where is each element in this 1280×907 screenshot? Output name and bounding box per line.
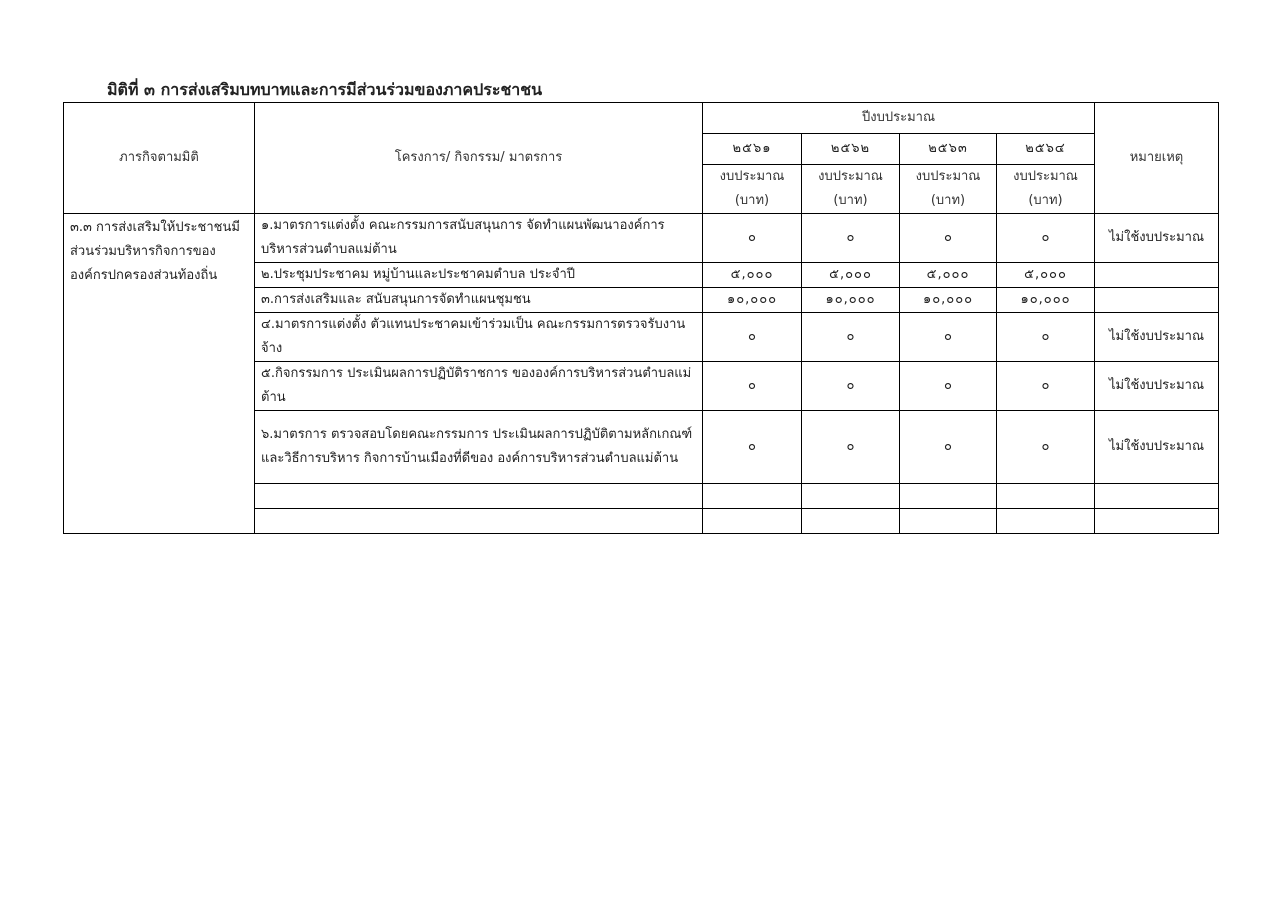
project-cell: ๓.การส่งเสริมและ สนับสนุนการจัดทำแผนชุมชน xyxy=(255,288,703,313)
empty-cell xyxy=(802,509,900,534)
remark-cell: ไม่ใช้งบประมาณ xyxy=(1095,411,1219,484)
project-cell: ๕.กิจกรรมการ ประเมินผลการปฏิบัติราชการ ขององค์การบริหารส่วนตำบลแม่ต้าน xyxy=(255,362,703,411)
value-cell: ๐ xyxy=(900,362,997,411)
value-cell: ๐ xyxy=(703,362,802,411)
value-cell: ๐ xyxy=(997,362,1095,411)
empty-cell xyxy=(997,484,1095,509)
value-cell: ๐ xyxy=(703,313,802,362)
header-remark: หมายเหตุ xyxy=(1095,103,1219,214)
value-cell: ๑๐,๐๐๐ xyxy=(900,288,997,313)
remark-cell: ไม่ใช้งบประมาณ xyxy=(1095,362,1219,411)
project-cell: ๔.มาตรการแต่งตั้ง ตัวแทนประชาคมเข้าร่วมเป็น คณะกรรมการตรวจรับงานจ้าง xyxy=(255,313,703,362)
year-2563: ๒๕๖๓ xyxy=(900,134,997,165)
page-title: มิติที่ ๓ การส่งเสริมบทบาทและการมีส่วนร่วมของภาคประชาชน xyxy=(107,80,543,99)
remark-cell: ไม่ใช้งบประมาณ xyxy=(1095,313,1219,362)
value-cell: ๐ xyxy=(802,411,900,484)
value-cell: ๐ xyxy=(997,313,1095,362)
empty-cell xyxy=(255,484,703,509)
unit-label: งบประมาณ xyxy=(818,169,883,184)
header-project: โครงการ/ กิจกรรม/ มาตรการ xyxy=(255,103,703,214)
unit-label: งบประมาณ xyxy=(719,169,785,184)
unit-currency: (บาท) xyxy=(930,193,966,208)
unit-currency: (บาท) xyxy=(1028,193,1063,208)
value-cell: ๐ xyxy=(900,411,997,484)
unit-cell xyxy=(997,165,1095,214)
empty-cell xyxy=(900,484,997,509)
value-cell: ๐ xyxy=(802,362,900,411)
value-cell: ๑๐,๐๐๐ xyxy=(802,288,900,313)
remark-cell xyxy=(1095,288,1219,313)
mission-cell: ๓.๓ การส่งเสริมให้ประชาชนมีส่วนร่วมบริหารกิจการขององค์กรปกครองส่วนท้องถิ่น xyxy=(64,214,255,534)
project-cell: ๒.ประชุมประชาคม หมู่บ้านและประชาคมตำบล ประจำปี xyxy=(255,263,703,288)
unit-currency: (บาท) xyxy=(734,193,770,208)
value-cell: ๐ xyxy=(703,214,802,263)
project-cell: ๑.มาตรการแต่งตั้ง คณะกรรมการสนับสนุนการ จัดทำแผนพัฒนาองค์การบริหารส่วนตำบลแม่ต้าน xyxy=(255,214,703,263)
budget-table xyxy=(63,102,1219,534)
remark-cell xyxy=(1095,263,1219,288)
value-cell: ๕,๐๐๐ xyxy=(802,263,900,288)
empty-cell xyxy=(997,509,1095,534)
empty-cell xyxy=(703,509,802,534)
empty-cell xyxy=(1095,509,1219,534)
year-2562: ๒๕๖๒ xyxy=(802,134,900,165)
value-cell: ๐ xyxy=(997,411,1095,484)
unit-label: งบประมาณ xyxy=(1013,169,1078,184)
unit-currency: (บาท) xyxy=(833,193,868,208)
value-cell: ๕,๐๐๐ xyxy=(997,263,1095,288)
table-row xyxy=(64,214,1219,263)
empty-cell xyxy=(255,509,703,534)
year-2564: ๒๕๖๔ xyxy=(997,134,1095,165)
value-cell: ๑๐,๐๐๐ xyxy=(997,288,1095,313)
value-cell: ๑๐,๐๐๐ xyxy=(703,288,802,313)
value-cell: ๐ xyxy=(900,313,997,362)
empty-cell xyxy=(900,509,997,534)
value-cell: ๐ xyxy=(802,214,900,263)
value-cell: ๕,๐๐๐ xyxy=(703,263,802,288)
empty-cell xyxy=(703,484,802,509)
value-cell: ๐ xyxy=(703,411,802,484)
unit-label: งบประมาณ xyxy=(915,169,981,184)
unit-cell xyxy=(802,165,900,214)
empty-cell xyxy=(802,484,900,509)
unit-cell xyxy=(900,165,997,214)
year-2561: ๒๕๖๑ xyxy=(703,134,802,165)
empty-cell xyxy=(1095,484,1219,509)
value-cell: ๕,๐๐๐ xyxy=(900,263,997,288)
value-cell: ๐ xyxy=(997,214,1095,263)
project-cell: ๖.มาตรการ ตรวจสอบโดยคณะกรรมการ ประเมินผลการปฏิบัติตามหลักเกณฑ์และวิธีการบริหาร กิจการบ้านเมืองที่ดีของ องค์การบริหารส่วนตำบลแม่ต้าน xyxy=(255,411,703,484)
value-cell: ๐ xyxy=(802,313,900,362)
value-cell: ๐ xyxy=(900,214,997,263)
unit-cell xyxy=(703,165,802,214)
header-mission: ภารกิจตามมิติ xyxy=(64,103,255,214)
header-budget-year: ปีงบประมาณ xyxy=(703,103,1095,134)
remark-cell: ไม่ใช้งบประมาณ xyxy=(1095,214,1219,263)
